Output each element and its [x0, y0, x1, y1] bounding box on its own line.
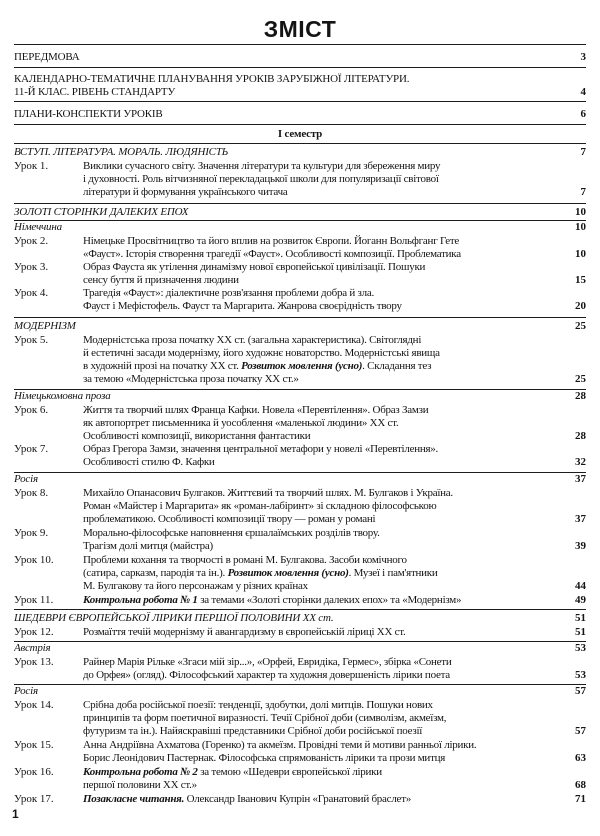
page-ref: 10 [575, 221, 586, 233]
divider [14, 67, 586, 68]
page-ref: 10 [575, 206, 586, 218]
lesson-text: Життя та творчий шлях Франца Кафки. Новела «Перевтілення». Образ Замзи [83, 404, 429, 416]
page-ref: 6 [580, 108, 586, 120]
divider [14, 101, 586, 102]
divider [14, 609, 586, 610]
lesson-text: Анна Андріївна Ахматова (Горенко) та акмеїзм. Провідні теми й мотиви ранньої лірики. [83, 739, 477, 751]
page-ref: 10 [575, 248, 586, 260]
lesson-text: Срібна доба російської поезії: тенденції, здобутки, долі митців. Пошуки нових [83, 699, 433, 711]
divider [14, 44, 586, 45]
lesson-text: літератури й формування українського читача [83, 186, 288, 198]
page-ref: 53 [575, 642, 586, 654]
toc-entry-preface: ПЕРЕДМОВА [14, 51, 80, 63]
page-ref: 25 [575, 373, 586, 385]
lesson-text: як автопортрет письменника й уособлення «маленької людини» XX ст. [83, 417, 399, 429]
page-ref: 20 [575, 300, 586, 312]
divider [14, 143, 586, 144]
lesson-text: Райнер Марія Рільке «Згаси мій зір...», «Орфей, Евридіка, Гермес», збірка «Сонети [83, 656, 452, 668]
page-ref: 32 [575, 456, 586, 468]
page-ref: 51 [575, 626, 586, 638]
extracurricular-label: Позакласне читання. [83, 793, 185, 805]
lesson-text: Михайло Опанасович Булгаков. Життєвий та творчий шлях. М. Булгаков і Україна. [83, 487, 453, 499]
toc-entry-lesson-plans: ПЛАНИ-КОНСПЕКТИ УРОКІВ [14, 108, 163, 120]
lesson-text: Роман «Майстер і Маргарита» як «роман-лабіринт» зі складною філософською [83, 500, 437, 512]
lesson-text: Трагедія «Фауст»: діалектичне розв'язання проблеми добра й зла. [83, 287, 374, 299]
lesson-label: Урок 2. [14, 235, 49, 247]
lesson-text: Позакласне читання. Олександр Іванович Купрін «Гранатовий браслет» [83, 793, 411, 805]
lesson-text: Модерністська проза початку XX ст. (загальна характеристика). Світоглядні [83, 334, 422, 346]
lesson-text: сенсу буття й призначення людини [83, 274, 239, 286]
page-ref: 37 [575, 513, 586, 525]
page-title: ЗМІСТ [263, 16, 337, 42]
lesson-label: Урок 12. [14, 626, 54, 638]
subsection-heading: Німецькомовна проза [14, 390, 111, 402]
lesson-label: Урок 8. [14, 487, 49, 499]
page-ref: 44 [575, 580, 586, 592]
lesson-text: до Орфея» (огляд). Філософський характер та художня довершеність лірики поета [83, 669, 450, 681]
page-number: 1 [12, 807, 19, 821]
lesson-label: Урок 7. [14, 443, 49, 455]
page-ref: 51 [575, 612, 586, 624]
lesson-label: Урок 10. [14, 554, 54, 566]
subsection-heading: Німеччина [14, 221, 62, 233]
page-ref: 28 [575, 390, 586, 402]
section-heading: ШЕДЕВРИ ЄВРОПЕЙСЬКОЇ ЛІРИКИ ПЕРШОЇ ПОЛОВИНИ XX ст. [14, 612, 334, 624]
lesson-text: Образ Грегора Замзи, значення центральної метафори у новелі «Перевтілення». [83, 443, 439, 455]
page-ref: 57 [575, 685, 586, 697]
lesson-label: Урок 9. [14, 527, 49, 539]
lesson-text: (сатира, сарказм, пародія та ін.). Розвиток мовлення (усно). Музеї і пам'ятники [83, 567, 438, 579]
lesson-text: Образ Фауста як утілення динамізму нової європейської цивілізації. Пошуки [83, 261, 426, 273]
lesson-label: Урок 3. [14, 261, 49, 273]
lesson-label: Урок 11. [14, 594, 54, 606]
lesson-text: Морально-філософське наповнення єршалаїмських розділів твору. [83, 527, 380, 539]
page-ref: 68 [575, 779, 586, 791]
page-ref: 15 [575, 274, 586, 286]
lesson-text: Контрольна робота № 1 за темами «Золоті сторінки далеких епох» та «Модернізм» [83, 594, 462, 606]
page-ref: 7 [580, 146, 586, 158]
lesson-text: Німецьке Просвітництво та його вплив на розвиток Європи. Йоганн Вольфганг Гете [83, 235, 460, 247]
page-ref: 49 [575, 594, 586, 606]
page-ref: 57 [575, 725, 586, 737]
lesson-label: Урок 17. [14, 793, 54, 805]
lesson-text: Проблеми кохання та творчості в романі М. Булгакова. Засоби комічного [83, 554, 407, 566]
lesson-text: Особливості стилю Ф. Кафки [83, 456, 215, 468]
page-ref: 71 [575, 793, 586, 805]
lesson-text: першої половини XX ст.» [83, 779, 197, 791]
lesson-text: проблематикою. Особливості композиції твору — роман у романі [83, 513, 376, 525]
lesson-label: Урок 6. [14, 404, 49, 416]
subsection-heading: Росія [14, 685, 38, 697]
page-ref: 53 [575, 669, 586, 681]
semester-heading: I семестр [277, 128, 323, 140]
lesson-text: Розмаїття течій модернізму й авангардизму в європейській ліриці XX ст. [83, 626, 406, 638]
lesson-label: Урок 5. [14, 334, 49, 346]
divider [14, 203, 586, 204]
lesson-label: Урок 14. [14, 699, 54, 711]
lesson-text: Борис Леонідович Пастернак. Філософська спрямованість лірики та прози митця [83, 752, 446, 764]
lesson-text: й естетичні засади модернізму, його художнє новаторство. Модерністські явища [83, 347, 440, 359]
lesson-text: Особливості композиції, використання фантастики [83, 430, 311, 442]
toc-entry-planning: КАЛЕНДАРНО-ТЕМАТИЧНЕ ПЛАНУВАННЯ УРОКІВ ЗАРУБІЖНОЇ ЛІТЕРАТУРИ. [14, 73, 410, 85]
lesson-text: за темою «Модерністська проза початку XX ст.» [83, 373, 299, 385]
test-label: Контрольна робота № 1 [83, 594, 198, 606]
section-heading: МОДЕРНІЗМ [14, 320, 76, 332]
lesson-text: в художній прозі на початку XX ст. Розвиток мовлення (усно). Складання тез [83, 360, 432, 372]
test-label: Контрольна робота № 2 [83, 766, 198, 778]
lesson-text: і духовності. Роль вітчизняної перекладацької школи для популяризації світової [83, 173, 439, 185]
toc-entry-planning-line2: 11-Й КЛАС. РІВЕНЬ СТАНДАРТУ [14, 86, 176, 98]
lesson-text: принципів та форм поетичної виразності. Течії Срібної доби (символізм, акмеїзм, [83, 712, 447, 724]
lesson-label: Урок 13. [14, 656, 54, 668]
lesson-text: М. Булгакову та його персонажам у різних країнах [83, 580, 308, 592]
lesson-label: Урок 15. [14, 739, 54, 751]
lesson-text: Фауст і Мефістофель. Фауст та Маргарита. Жанрова своєрідність твору [83, 300, 402, 312]
lesson-label: Урок 4. [14, 287, 49, 299]
page-ref: 39 [575, 540, 586, 552]
divider [14, 124, 586, 125]
divider [14, 317, 586, 318]
section-heading: ЗОЛОТІ СТОРІНКИ ДАЛЕКИХ ЕПОХ [14, 206, 189, 218]
subsection-heading: Росія [14, 473, 38, 485]
subsection-heading: Австрія [14, 642, 51, 654]
lesson-text: «Фауст». Історія створення трагедії «Фауст». Особливості композиції. Проблематика [83, 248, 461, 260]
lesson-text: Трагізм долі митця (майстра) [83, 540, 213, 552]
lesson-label: Урок 1. [14, 160, 49, 172]
page-ref: 7 [580, 186, 586, 198]
lesson-text: футуризм та ін.). Найяскравіші представники Срібної доби російської поезії [83, 725, 423, 737]
speech-development-label: Розвиток мовлення (усно) [241, 360, 363, 372]
page-ref: 3 [580, 51, 586, 63]
speech-development-label: Розвиток мовлення (усно) [227, 567, 349, 579]
page-ref: 63 [575, 752, 586, 764]
page-ref: 28 [575, 430, 586, 442]
lesson-label: Урок 16. [14, 766, 54, 778]
lesson-text: Виклики сучасного світу. Значення літератури та культури для збереження миру [83, 160, 441, 172]
section-heading: ВСТУП. ЛІТЕРАТУРА. МОРАЛЬ. ЛЮДЯНІСТЬ [14, 146, 229, 158]
page-ref: 25 [575, 320, 586, 332]
page-ref: 37 [575, 473, 586, 485]
lesson-text: Контрольна робота № 2 за темою «Шедеври європейської лірики [83, 766, 382, 778]
page-ref: 4 [580, 86, 586, 98]
